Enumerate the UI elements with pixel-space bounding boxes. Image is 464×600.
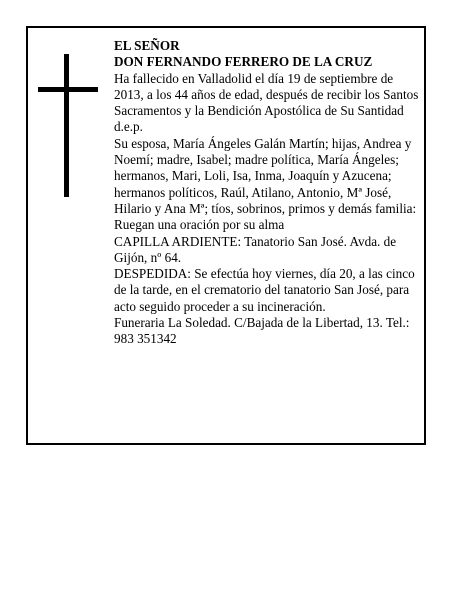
- deceased-name: DON FERNANDO FERRERO DE LA CRUZ: [114, 54, 373, 70]
- cross-vertical-bar: [64, 54, 69, 197]
- funeral-home-info: Funeraria La Soledad. C/Bajada de la Libertad, 13. Tel.: 983 351342: [114, 315, 410, 347]
- family-list: Su esposa, María Ángeles Galán Martín; hijas, Andrea y Noemí; madre, Isabel; madre política, María Ángeles; hermanos, Mari, Loli, Isa, Inma, Joaquín y Azucena; hermanos políticos, Raúl, Atilano, Antonio, Mª José, Hilario y Ana Mª; tíos, sobrinos, primos y demás familia:: [114, 135, 417, 216]
- prayer-request: Ruegan una oración por su alma: [114, 217, 285, 233]
- obituary-text: [114, 38, 419, 348]
- notice-title: EL SEÑOR: [114, 38, 180, 53]
- chapel-info: CAPILLA ARDIENTE: Tanatorio San José. Avda. de Gijón, nº 64.: [114, 233, 397, 265]
- dep-line: d.e.p.: [114, 119, 143, 135]
- cross-icon: [38, 54, 98, 197]
- cross-horizontal-bar: [38, 87, 98, 92]
- farewell-info: DESPEDIDA: Se efectúa hoy viernes, día 20, a las cinco de la tarde, en el crematorio del tanatorio San José, para acto seguido proceder a su incineración.: [114, 266, 415, 314]
- death-announcement: Ha fallecido en Valladolid el día 19 de septiembre de 2013, a los 44 años de edad, después de recibir los Santos Sacramentos y la Bendición Apostólica de Su Santidad: [114, 70, 419, 119]
